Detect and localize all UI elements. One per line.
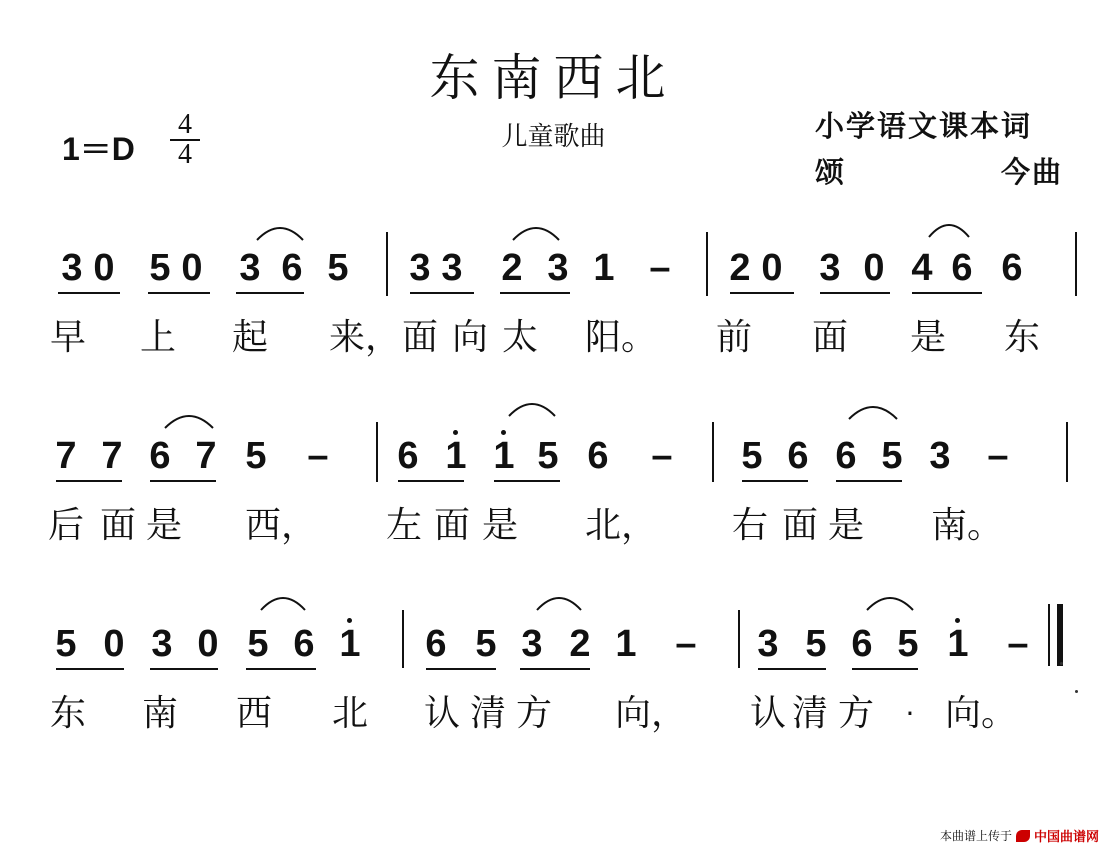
note: 6: [1001, 247, 1023, 289]
note: –: [987, 435, 1009, 477]
eighth-beam: [56, 668, 124, 670]
note: 6: [149, 435, 171, 477]
time-signature: [170, 109, 200, 170]
eighth-beam: [150, 668, 218, 670]
note: 3: [239, 247, 261, 289]
note: 0: [103, 623, 125, 665]
lyric-syllable: 东: [1003, 317, 1040, 358]
slur: [928, 219, 970, 239]
site-logo-icon: [1016, 830, 1030, 842]
note: 5: [55, 623, 77, 665]
lyric-syllable: 向，: [615, 693, 688, 734]
note: 6: [835, 435, 857, 477]
eighth-beam: [730, 292, 794, 294]
note: 6: [787, 435, 809, 477]
eighth-beam: [410, 292, 474, 294]
note: 5: [537, 435, 559, 477]
lyric-syllable: 南: [141, 693, 178, 734]
slur: [260, 592, 306, 612]
note: 1: [493, 435, 515, 477]
bar-line: [1066, 422, 1068, 482]
lyric-syllable: 认: [749, 693, 786, 734]
note: 3: [441, 247, 463, 289]
composer-suffix: 今曲: [1000, 155, 1063, 189]
note: –: [307, 435, 329, 477]
lyric-syllable: 是: [827, 505, 864, 546]
note: 1: [445, 435, 467, 477]
note: 3: [929, 435, 951, 477]
composer-credit: [815, 150, 1063, 191]
bar-line: [402, 610, 404, 668]
note: 3: [547, 247, 569, 289]
note: 1: [615, 623, 637, 665]
note: 0: [863, 247, 885, 289]
lyric-syllable: 左: [385, 505, 422, 546]
lyric-syllable: 早: [49, 317, 86, 358]
lyric-syllable: 东: [49, 693, 86, 734]
lyric-syllable: 面: [99, 505, 136, 546]
note: 1: [947, 623, 969, 665]
lyric-syllable: 来，: [329, 317, 402, 358]
eighth-beam: [56, 480, 122, 482]
meter-top: 4: [178, 109, 192, 140]
lyric-syllable: 西: [235, 693, 272, 734]
lyric-syllable: 方: [837, 693, 874, 734]
note: 3: [819, 247, 841, 289]
lyric-syllable: 太: [501, 317, 538, 358]
slur: [848, 401, 898, 421]
note: 0: [761, 247, 783, 289]
eighth-beam: [852, 668, 918, 670]
footer-text: 本曲谱上传于: [939, 829, 1012, 843]
lyric-syllable: 前: [715, 317, 752, 358]
eighth-beam: [494, 480, 560, 482]
note: 6: [293, 623, 315, 665]
note: 6: [425, 623, 447, 665]
lyric-syllable: 清: [791, 693, 828, 734]
note: 1: [593, 247, 615, 289]
note: 7: [55, 435, 77, 477]
lyric-syllable: 右: [731, 505, 768, 546]
note: 5: [149, 247, 171, 289]
lyric-syllable: 北: [331, 693, 368, 734]
eighth-beam: [246, 668, 316, 670]
eighth-beam: [58, 292, 120, 294]
lyric-syllable: 后: [47, 505, 84, 546]
lyric-syllable: ·: [905, 697, 915, 730]
lyric-syllable: 方: [515, 693, 552, 734]
note: 0: [181, 247, 203, 289]
lyric-syllable: 北，: [585, 505, 658, 546]
lyric-syllable: 是: [909, 317, 946, 358]
lyric-syllable: 阳。: [585, 317, 658, 358]
song-genre: 儿童歌曲: [501, 122, 606, 152]
lyric-syllable: 向: [451, 317, 488, 358]
note: 7: [101, 435, 123, 477]
footer: [940, 826, 1099, 845]
note: 3: [409, 247, 431, 289]
eighth-beam: [820, 292, 890, 294]
lyric-syllable: 是: [481, 505, 518, 546]
eighth-beam: [836, 480, 902, 482]
song-title: 东南西北: [429, 49, 678, 107]
high-octave-dot: [347, 618, 352, 623]
eighth-beam: [398, 480, 464, 482]
note: 0: [93, 247, 115, 289]
bar-line: [1075, 232, 1077, 296]
meter-bottom: 4: [178, 139, 192, 170]
eighth-beam: [500, 292, 570, 294]
scan-speck: [1060, 662, 1063, 665]
eighth-beam: [426, 668, 496, 670]
lyric-syllable: 上: [139, 317, 176, 358]
high-octave-dot: [453, 430, 458, 435]
note: 3: [521, 623, 543, 665]
key-signature: 1＝D: [62, 131, 135, 167]
bar-line: [712, 422, 714, 482]
note: –: [675, 623, 697, 665]
note: 3: [61, 247, 83, 289]
note: 6: [281, 247, 303, 289]
site-name: 中国曲谱网: [1033, 830, 1099, 845]
final-bar-thin: [1048, 604, 1050, 666]
slur: [866, 592, 914, 612]
high-octave-dot: [501, 430, 506, 435]
eighth-beam: [148, 292, 210, 294]
note: 3: [757, 623, 779, 665]
bar-line: [386, 232, 388, 296]
note: 5: [741, 435, 763, 477]
lyric-syllable: 起: [231, 317, 268, 358]
final-bar-thick: [1057, 604, 1063, 666]
note: 5: [247, 623, 269, 665]
lyric-syllable: 清: [469, 693, 506, 734]
note: 6: [851, 623, 873, 665]
note: 2: [501, 247, 523, 289]
composer-name: 颂: [815, 155, 847, 189]
eighth-beam: [742, 480, 808, 482]
bar-line: [376, 422, 378, 482]
slur: [536, 592, 582, 612]
note: 0: [197, 623, 219, 665]
slur: [508, 398, 556, 418]
lyric-syllable: 西，: [245, 505, 318, 546]
note: 5: [881, 435, 903, 477]
note: –: [651, 435, 673, 477]
note: 6: [397, 435, 419, 477]
eighth-beam: [758, 668, 826, 670]
eighth-beam: [150, 480, 216, 482]
lyricist-credit: 小学语文课本词: [815, 109, 1033, 143]
lyric-syllable: 面: [811, 317, 848, 358]
note: 5: [475, 623, 497, 665]
slur: [256, 222, 304, 242]
note: 7: [195, 435, 217, 477]
lyric-syllable: 面: [401, 317, 438, 358]
slur: [512, 222, 560, 242]
lyric-syllable: 是: [145, 505, 182, 546]
bar-line: [738, 610, 740, 668]
note: 4: [911, 247, 933, 289]
note: –: [649, 247, 671, 289]
high-octave-dot: [955, 618, 960, 623]
eighth-beam: [520, 668, 590, 670]
note: 2: [729, 247, 751, 289]
note: 5: [805, 623, 827, 665]
scan-speck: [1075, 690, 1078, 693]
note: 1: [339, 623, 361, 665]
lyric-syllable: 南。: [931, 505, 1004, 546]
note: 3: [151, 623, 173, 665]
lyric-syllable: 面: [781, 505, 818, 546]
lyric-syllable: 向。: [945, 693, 1018, 734]
note: 6: [587, 435, 609, 477]
note: 5: [897, 623, 919, 665]
bar-line: [706, 232, 708, 296]
note: 2: [569, 623, 591, 665]
note: –: [1007, 623, 1029, 665]
lyric-syllable: 面: [433, 505, 470, 546]
note: 5: [245, 435, 267, 477]
eighth-beam: [912, 292, 982, 294]
lyric-syllable: 认: [423, 693, 460, 734]
note: 5: [327, 247, 349, 289]
eighth-beam: [236, 292, 304, 294]
slur: [164, 410, 214, 430]
note: 6: [951, 247, 973, 289]
